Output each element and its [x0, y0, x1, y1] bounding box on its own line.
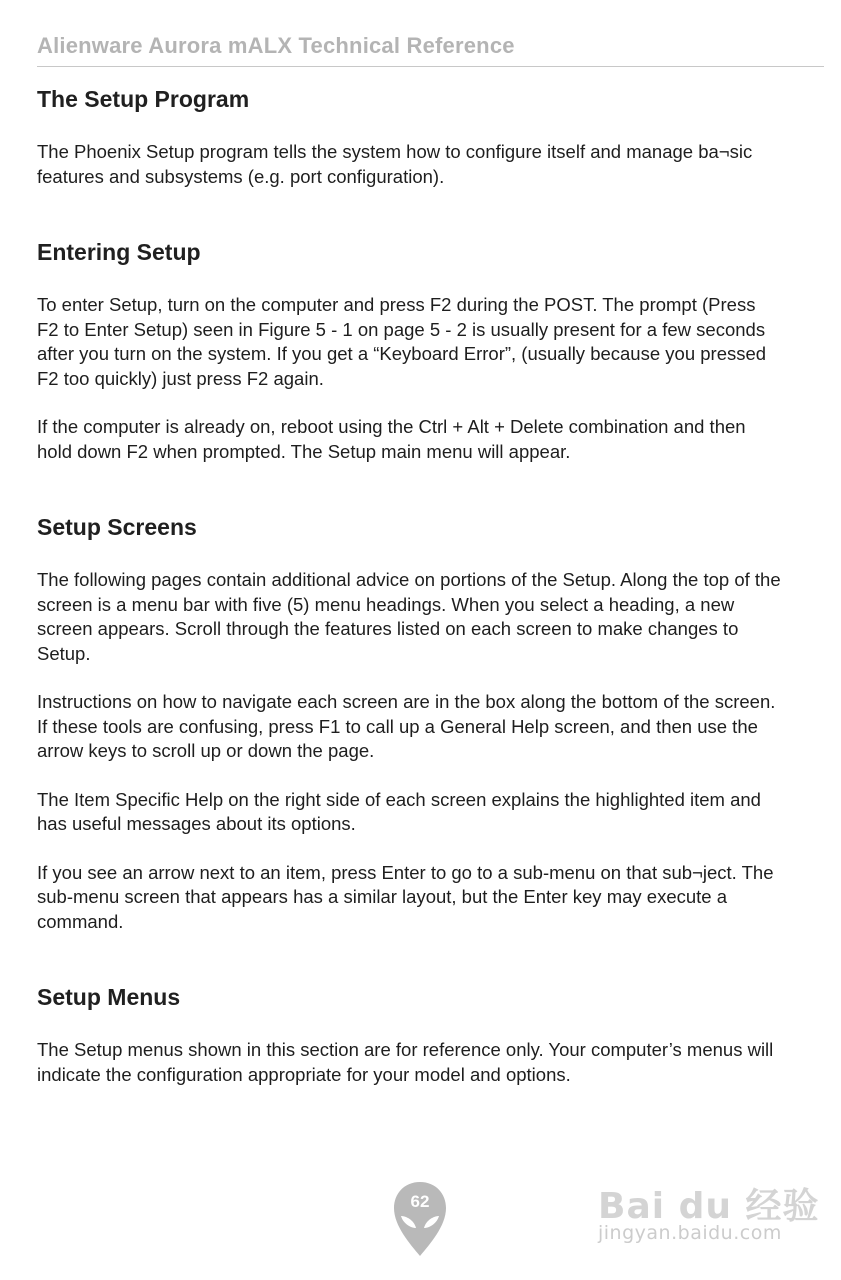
paragraph: If you see an arrow next to an item, press Enter to go to a sub-menu on that sub¬ject. The sub-menu screen that appears has a similar layout, but the Enter key may execute a command. [37, 861, 774, 932]
document-body [37, 86, 782, 1087]
header-divider [37, 66, 824, 67]
paragraph: The Setup menus shown in this section are for reference only. Your computer’s menus will indicate the configuration appropriate for your model and options. [37, 1039, 774, 1085]
paragraph: To enter Setup, turn on the computer and press F2 during the POST. The prompt (Press F2 to Enter Setup) seen in Figure 5 - 1 on page 5 - 2 is usually present for a few seconds after you turn on the system. If you get a “Keyboard Error”, (usually because you pressed F2 too quickly) just press F2 again. [37, 294, 767, 389]
paragraph: Instructions on how to navigate each screen are in the box along the bottom of the screen. If these tools are confusing, press F1 to call up a General Help screen, and then use the arrow keys to scroll up or down the page. [37, 691, 776, 761]
paragraph: The following pages contain additional advice on portions of the Setup. Along the top of the screen is a menu bar with five (5) menu headings. When you select a heading, a new screen appears. Scroll through the features listed on each screen to make changes to Setup. [37, 569, 781, 664]
baidu-watermark-logo: Bai du 经验 [598, 1186, 820, 1227]
paragraph: If the computer is already on, reboot using the Ctrl + Alt + Delete combination and then hold down F2 when prompted. The Setup main menu will appear. [37, 416, 746, 462]
paragraph: The Item Specific Help on the right side of each screen explains the highlighted item and has useful messages about its options. [37, 788, 761, 834]
section-heading-setup-menus: Setup Menus [37, 984, 181, 1010]
watermark-url: jingyan.baidu.com [598, 1222, 782, 1244]
paragraph: The Phoenix Setup program tells the system how to configure itself and manage ba¬sic features and subsystems (e.g. port configuration). [37, 141, 753, 187]
section-heading-setup-screens: Setup Screens [37, 514, 197, 540]
section-heading-entering-setup: Entering Setup [37, 239, 201, 265]
running-header: Alienware Aurora mALX Technical Reference [37, 33, 515, 58]
section-heading-setup-program: The Setup Program [37, 86, 250, 112]
page-number: 62 [410, 1192, 430, 1211]
